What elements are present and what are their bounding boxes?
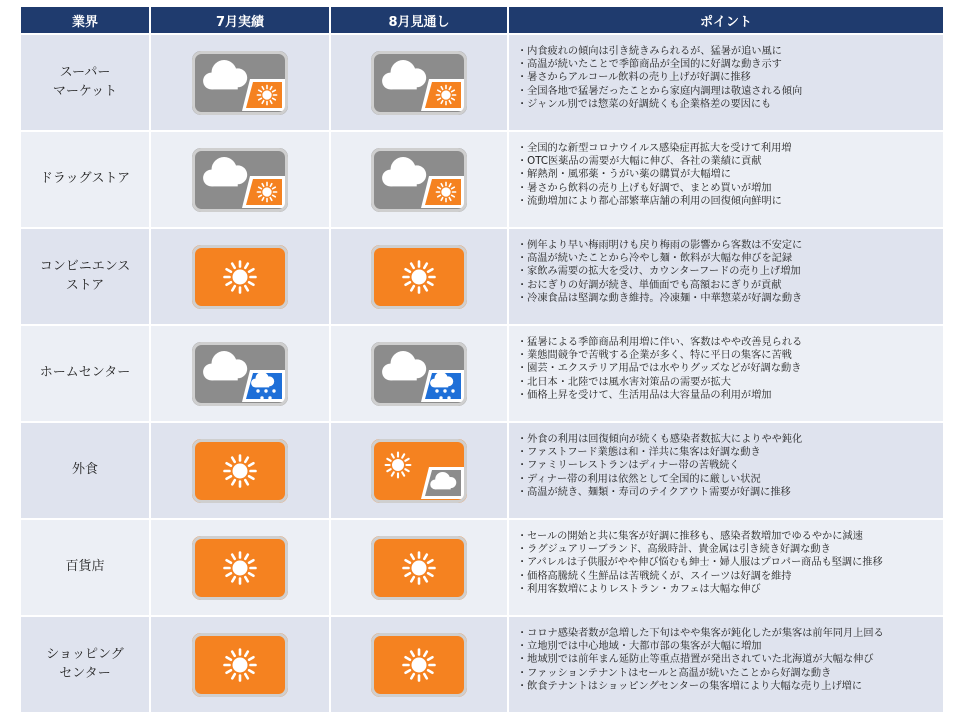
points-cell: [509, 132, 943, 227]
sunny-icon: [192, 439, 288, 503]
forecast-table: [21, 7, 943, 712]
july-weather-cell: [151, 617, 331, 712]
point-item: ・流動増加により都心部繁華店舗の利用の回復傾向鮮明に: [517, 195, 782, 207]
august-weather-cell: [331, 132, 509, 227]
point-item: ・ラグジュアリーブランド、高級時計、貴金属は引き続き好調な動き: [517, 544, 831, 556]
point-item: ・価格上昇を受けて、生活用品は大容量品の利用が増加: [517, 389, 772, 401]
august-weather-cell: [331, 617, 509, 712]
point-item: ・家飲み需要の拡大を受け、カウンターフードの売り上げ増加: [517, 266, 801, 278]
table-row: [21, 423, 943, 518]
point-item: ・外食の利用は回復傾向が続くも感染者数拡大によりやや鈍化: [517, 434, 803, 445]
sunny-icon: [371, 633, 467, 697]
points-list: [509, 132, 943, 208]
sunny-icon: [371, 536, 467, 600]
july-weather-cell: [151, 326, 331, 421]
points-list: [509, 229, 943, 305]
sunny-then-cloudy-icon: [371, 439, 467, 503]
industry-label: ドラッグストア: [21, 132, 151, 227]
sunny-icon: [371, 245, 467, 309]
point-item: ・ジャンル別では惣菜の好調続くも企業格差の要因にも: [517, 98, 772, 110]
table-row: [21, 229, 943, 324]
points-list: [509, 617, 943, 693]
table-row: [21, 326, 943, 421]
august-weather-cell: [331, 35, 509, 130]
table-body: [21, 35, 943, 712]
point-item: ・価格高騰続く生鮮品は苦戦続くが、スイーツは好調を維持: [517, 570, 792, 582]
point-item: ・コロナ感染者数が急増した下旬はやや集客が鈍化したが集客は前年同月上回る: [517, 628, 884, 639]
cloudy-then-sunny-icon: [371, 51, 467, 115]
point-item: ・暑さからアルコール飲料の売り上げが好調に推移: [517, 72, 751, 84]
points-cell: [509, 35, 943, 130]
point-item: ・ファッションテナントはセールと高温が続いたことから好調な動き: [517, 667, 832, 679]
point-item: ・ファミリーレストランはディナー帯の苦戦続く: [517, 460, 740, 472]
table-row: [21, 35, 943, 130]
points-cell: [509, 229, 943, 324]
point-item: ・高温が続いたことから冷やし麺・飲料が大幅な伸びを記録: [517, 253, 793, 265]
cloudy-then-rain-icon: [192, 342, 288, 406]
point-item: ・内食疲れの傾向は引き続きみられるが、猛暑が追い風に: [517, 46, 782, 57]
point-item: ・例年より早い梅雨明けも戻り梅雨の影響から客数は不安定に: [517, 240, 803, 251]
point-item: ・セールの開始と共に集客が好調に推移も、感染者数増加でゆるやかに減速: [517, 531, 863, 542]
point-item: ・全国各地で猛暑だったことから家庭内調理は敬遠される傾向: [517, 85, 803, 97]
header-august: 8月見通し: [331, 7, 509, 33]
points-cell: [509, 520, 943, 615]
point-item: ・園芸・エクステリア用品では水やりグッズなどが好調な動き: [517, 363, 802, 375]
sunny-icon: [192, 536, 288, 600]
point-item: ・北日本・北陸では風水害対策品の需要が拡大: [517, 376, 731, 388]
july-weather-cell: [151, 132, 331, 227]
industry-label: スーパー マーケット: [21, 35, 151, 130]
july-weather-cell: [151, 229, 331, 324]
point-item: ・ファストフード業態は和・洋共に集客は好調な動き: [517, 447, 761, 459]
july-weather-cell: [151, 520, 331, 615]
cloudy-then-sunny-icon: [192, 51, 288, 115]
point-item: ・解熱剤・風邪薬・うがい薬の購買が大幅増に: [517, 169, 731, 181]
industry-label: 外食: [21, 423, 151, 518]
industry-label: コンビニエンス ストア: [21, 229, 151, 324]
points-cell: [509, 423, 943, 518]
cloudy-then-sunny-icon: [192, 148, 288, 212]
table-row: [21, 617, 943, 712]
point-item: ・立地別では中心地域・大都市部の集客が大幅に増加: [517, 641, 762, 653]
table-header: [21, 7, 943, 33]
point-item: ・アパレルは子供服がやや伸び悩むも紳士・婦人服はプロパー商品も堅調に推移: [517, 557, 883, 569]
point-item: ・利用客数増によりレストラン・カフェは大幅な伸び: [517, 583, 761, 595]
point-item: ・OTC医薬品の需要が大幅に伸び、各社の業績に貢献: [517, 156, 762, 168]
header-july: 7月実績: [151, 7, 331, 33]
table-row: [21, 520, 943, 615]
august-weather-cell: [331, 520, 509, 615]
point-item: ・冷凍食品は堅調な動き維持。冷凍麺・中華惣菜が好調な動き: [517, 292, 803, 304]
industry-label: ショッピング センター: [21, 617, 151, 712]
point-item: ・高温が続き、麺類・寿司のテイクアウト需要が好調に推移: [517, 486, 791, 498]
sunny-icon: [192, 633, 288, 697]
point-item: ・ディナー帯の利用は依然として全国的に厳しい状況: [517, 473, 761, 485]
table-row: [21, 132, 943, 227]
header-points: ポイント: [699, 14, 752, 30]
point-item: ・地域別では前年まん延防止等重点措置が発出されていた北海道が大幅な伸び: [517, 654, 874, 666]
header-industry: 業界: [21, 7, 151, 33]
point-item: ・おにぎりの好調が続き、単価面でも高額おにぎりが貢献: [517, 279, 782, 291]
point-item: ・猛暑による季節商品利用増に伴い、客数はやや改善見られる: [517, 337, 803, 348]
august-weather-cell: [331, 229, 509, 324]
july-weather-cell: [151, 423, 331, 518]
points-list: [509, 35, 943, 111]
august-weather-cell: [331, 326, 509, 421]
july-weather-cell: [151, 35, 331, 130]
sunny-icon: [192, 245, 288, 309]
point-item: ・全国的な新型コロナウイルス感染症再拡大を受けて利用増: [517, 143, 792, 154]
point-item: ・高温が続いたことで季節商品が全国的に好調な動き示す: [517, 59, 782, 71]
industry-label: 百貨店: [21, 520, 151, 615]
august-weather-cell: [331, 423, 509, 518]
points-cell: [509, 617, 943, 712]
cloudy-then-sunny-icon: [371, 148, 467, 212]
points-list: [509, 520, 943, 596]
cloudy-then-rain-icon: [371, 342, 467, 406]
points-cell: [509, 326, 943, 421]
point-item: ・暑さから飲料の売り上げも好調で、まとめ買いが増加: [517, 182, 772, 194]
point-item: ・飲食テナントはショッピングセンターの集客増により大幅な売り上げ増に: [517, 680, 863, 692]
point-item: ・業態間競争で苦戦する企業が多く、特に平日の集客に苦戦: [517, 350, 792, 362]
industry-label: ホームセンター: [21, 326, 151, 421]
points-list: [509, 326, 943, 402]
points-list: [509, 423, 943, 499]
